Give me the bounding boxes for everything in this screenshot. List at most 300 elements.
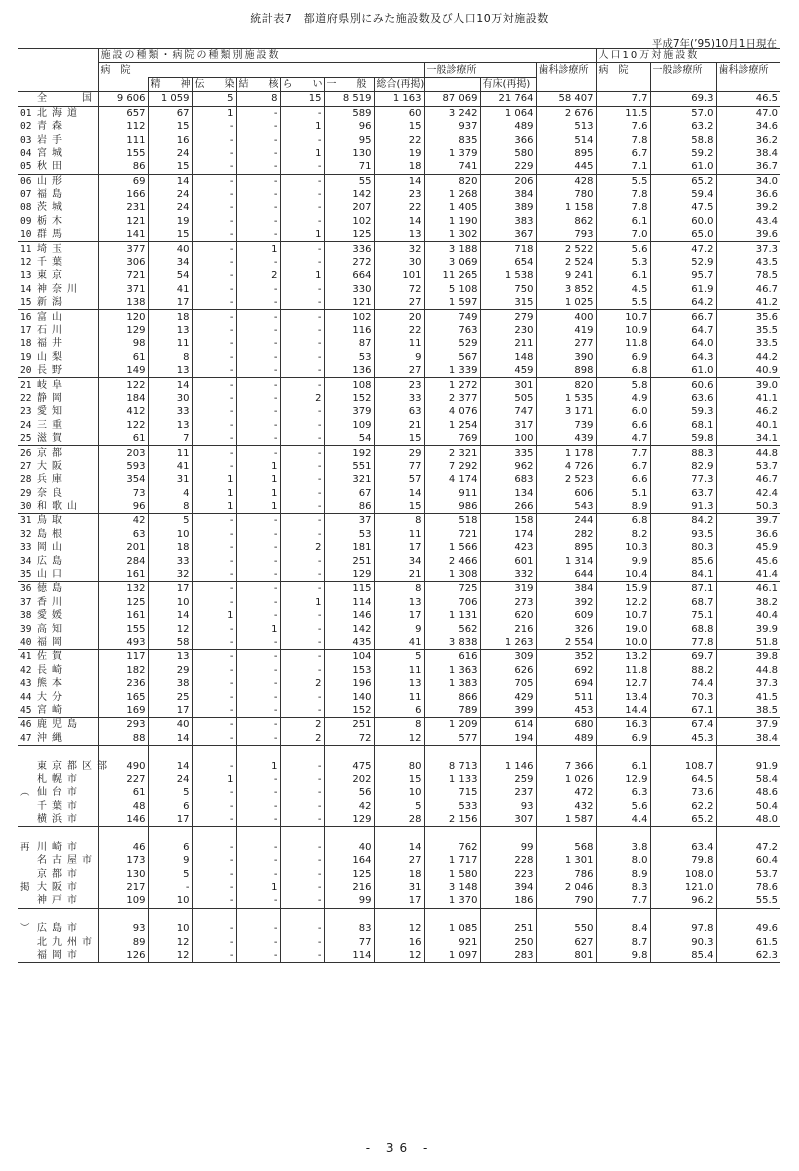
spacer-cell [148, 827, 192, 841]
value-cell: 44.8 [716, 446, 780, 460]
value-cell: - [192, 677, 236, 690]
value-cell: 12.9 [596, 773, 650, 786]
value-cell: - [192, 337, 236, 350]
value-cell: 250 [480, 935, 536, 948]
table-row [18, 473, 780, 486]
value-cell: 155 [98, 622, 148, 635]
value-cell: - [280, 894, 324, 908]
value-cell: 116 [324, 324, 374, 337]
value-cell: - [280, 773, 324, 786]
value-cell: 459 [480, 364, 536, 378]
value-cell: 8.9 [596, 500, 650, 514]
value-cell: 8.0 [596, 854, 650, 867]
table-row [18, 704, 780, 718]
value-cell: 8 [374, 718, 424, 732]
value-cell: 10.7 [596, 609, 650, 622]
value-cell: 141 [98, 228, 148, 242]
value-cell: 1 [236, 242, 280, 256]
value-cell: 125 [98, 596, 148, 609]
region-name-cell [18, 473, 98, 486]
value-cell: 11 [374, 337, 424, 350]
region-name: 川崎市 [37, 841, 82, 853]
value-cell: 61.9 [650, 283, 716, 296]
value-cell: 513 [536, 120, 596, 133]
value-cell: 51.8 [716, 636, 780, 650]
value-cell: 34.6 [716, 120, 780, 133]
header-dental-clinic: 歯科診療所 [536, 63, 596, 77]
region-name: 熊本 [37, 678, 67, 690]
value-cell: 1 [280, 228, 324, 242]
value-cell: - [236, 677, 280, 690]
value-cell: 6.1 [596, 215, 650, 228]
value-cell: - [192, 732, 236, 746]
table-row [18, 514, 780, 528]
value-cell: 2 [280, 541, 324, 554]
region-name-cell [18, 92, 98, 106]
value-cell: 36.7 [716, 160, 780, 174]
region-code: 47 [20, 732, 32, 744]
region-code: 08 [20, 202, 32, 214]
city-row [18, 813, 780, 827]
value-cell: 88.3 [650, 446, 716, 460]
value-cell: 58 [148, 636, 192, 650]
value-cell: 173 [98, 854, 148, 867]
value-cell: 14 [374, 215, 424, 228]
region-name-cell [18, 242, 98, 256]
city-row [18, 949, 780, 963]
value-cell: 96 [98, 500, 148, 514]
spacer-cell [236, 745, 280, 759]
region-name: 東京 [37, 270, 67, 282]
value-cell: 55 [324, 174, 374, 188]
value-cell: 23 [374, 188, 424, 201]
value-cell: 203 [98, 446, 148, 460]
spacer-cell [536, 908, 596, 922]
value-cell: 1 [280, 269, 324, 282]
value-cell: - [280, 609, 324, 622]
value-cell: 29 [148, 664, 192, 677]
region-name: 大阪 [37, 460, 67, 472]
value-cell: 121 [98, 215, 148, 228]
value-cell: 435 [324, 636, 374, 650]
value-cell: 4 [148, 487, 192, 500]
value-cell: - [280, 514, 324, 528]
value-cell: - [192, 460, 236, 473]
header-dental-total [536, 77, 596, 91]
value-cell: - [192, 922, 236, 935]
value-cell: 1 163 [374, 92, 424, 106]
value-cell: 75.1 [650, 609, 716, 622]
value-cell: 747 [480, 405, 536, 418]
region-name: 高知 [37, 623, 67, 635]
value-cell: 17 [148, 582, 192, 596]
value-cell: 1 314 [536, 554, 596, 567]
value-cell: 319 [480, 582, 536, 596]
value-cell: 67 [148, 106, 192, 120]
value-cell: 6.7 [596, 460, 650, 473]
value-cell: 83 [324, 922, 374, 935]
value-cell: - [236, 636, 280, 650]
region-code: 14 [20, 283, 32, 295]
table-row [18, 636, 780, 650]
region-name-cell [18, 310, 98, 324]
table-row [18, 732, 780, 746]
header-general-clinic: 一般診療所 [424, 63, 536, 77]
value-cell: 277 [536, 337, 596, 350]
value-cell: 5.5 [596, 174, 650, 188]
value-cell: 65.0 [650, 228, 716, 242]
value-cell: 1 [280, 147, 324, 160]
value-cell: 53 [324, 351, 374, 364]
table-row [18, 324, 780, 337]
region-name: 埼玉 [37, 243, 67, 255]
value-cell: 419 [536, 324, 596, 337]
value-cell: - [236, 650, 280, 664]
value-cell: 62.2 [650, 799, 716, 812]
table-row [18, 106, 780, 120]
value-cell: 15 [374, 773, 424, 786]
region-name-cell [18, 174, 98, 188]
region-name-cell [18, 854, 98, 867]
value-cell: 49.6 [716, 922, 780, 935]
region-name: 奈良 [37, 487, 67, 499]
value-cell: 1 [236, 759, 280, 772]
value-cell: 62.3 [716, 949, 780, 963]
value-cell: 7.6 [596, 120, 650, 133]
value-cell: 384 [480, 188, 536, 201]
value-cell: 42 [324, 799, 374, 812]
value-cell: 1 363 [424, 664, 480, 677]
value-cell: 67 [324, 487, 374, 500]
region-name-cell [18, 596, 98, 609]
value-cell: - [280, 364, 324, 378]
value-cell: 72 [324, 732, 374, 746]
value-cell: - [192, 201, 236, 214]
value-cell: 53.7 [716, 460, 780, 473]
region-name-cell [18, 636, 98, 650]
value-cell: 39.8 [716, 650, 780, 664]
value-cell: 30 [374, 256, 424, 269]
value-cell: 59.4 [650, 188, 716, 201]
value-cell: - [236, 568, 280, 582]
value-cell: 273 [480, 596, 536, 609]
value-cell: - [236, 773, 280, 786]
value-cell: 332 [480, 568, 536, 582]
value-cell: 12 [148, 949, 192, 963]
value-cell: 6 [148, 841, 192, 854]
value-cell: - [280, 799, 324, 812]
value-cell: 3 838 [424, 636, 480, 650]
value-cell: 64.0 [650, 337, 716, 350]
value-cell: 11 [148, 446, 192, 460]
value-cell: 8.4 [596, 922, 650, 935]
value-cell: - [280, 160, 324, 174]
region-name-cell [18, 351, 98, 364]
value-cell: 206 [480, 174, 536, 188]
table-row [18, 310, 780, 324]
region-code: 33 [20, 542, 32, 554]
value-cell: 705 [480, 677, 536, 690]
value-cell: 371 [98, 283, 148, 296]
region-name-cell [18, 677, 98, 690]
region-name-cell [18, 922, 98, 935]
value-cell: - [236, 432, 280, 446]
value-cell: 39.7 [716, 514, 780, 528]
value-cell: 15 [148, 120, 192, 133]
value-cell: 236 [98, 677, 148, 690]
region-code: 07 [20, 189, 32, 201]
value-cell: 24 [148, 773, 192, 786]
header-hospital: 病 院 [98, 63, 148, 77]
value-cell: - [192, 541, 236, 554]
table-row [18, 405, 780, 418]
value-cell: 14 [148, 609, 192, 622]
region-code: 02 [20, 121, 32, 133]
table-row [18, 147, 780, 160]
region-name-cell [18, 392, 98, 405]
value-cell: - [236, 310, 280, 324]
value-cell: 61.5 [716, 935, 780, 948]
value-cell: - [192, 120, 236, 133]
value-cell: - [280, 690, 324, 703]
value-cell: - [192, 228, 236, 242]
value-cell: - [280, 622, 324, 635]
value-cell: 60 [374, 106, 424, 120]
region-name-cell [18, 446, 98, 460]
value-cell: 6.8 [596, 364, 650, 378]
value-cell: 65.2 [650, 813, 716, 827]
value-cell: 9.9 [596, 554, 650, 567]
value-cell: 69.3 [650, 92, 716, 106]
region-name-cell [18, 786, 98, 799]
value-cell: 354 [98, 473, 148, 486]
table-row [18, 256, 780, 269]
value-cell: 749 [424, 310, 480, 324]
header-p-dental: 歯科診療所 [716, 63, 780, 77]
value-cell: - [236, 120, 280, 133]
value-cell: 2 [280, 392, 324, 405]
value-cell: 96 [324, 120, 374, 133]
value-cell: - [280, 949, 324, 963]
value-cell: 2 [280, 677, 324, 690]
value-cell: 493 [98, 636, 148, 650]
value-cell: 32 [148, 568, 192, 582]
value-cell: 201 [98, 541, 148, 554]
region-name-cell [18, 487, 98, 500]
value-cell: 80.3 [650, 541, 716, 554]
value-cell: 721 [424, 528, 480, 541]
city-row [18, 759, 780, 772]
value-cell: 8 [148, 351, 192, 364]
city-row [18, 854, 780, 867]
value-cell: - [192, 364, 236, 378]
value-cell: 46.7 [716, 473, 780, 486]
region-name: 仙台市 [37, 787, 82, 799]
spacer-cell [374, 827, 424, 841]
value-cell: 39.9 [716, 622, 780, 635]
value-cell: 77.3 [650, 473, 716, 486]
value-cell: 17 [374, 541, 424, 554]
region-name: 新潟 [37, 297, 67, 309]
value-cell: - [192, 242, 236, 256]
value-cell: 35.6 [716, 310, 780, 324]
value-cell: 1 597 [424, 296, 480, 310]
region-code: 17 [20, 325, 32, 336]
table-row [18, 554, 780, 567]
region-code: 27 [20, 460, 32, 472]
value-cell: 820 [536, 378, 596, 392]
value-cell: 13 [148, 364, 192, 378]
value-cell: 3 852 [536, 283, 596, 296]
value-cell: 9 241 [536, 269, 596, 282]
value-cell: 400 [536, 310, 596, 324]
value-cell: 895 [536, 147, 596, 160]
value-cell: 148 [480, 351, 536, 364]
value-cell: 282 [536, 528, 596, 541]
value-cell: 1 268 [424, 188, 480, 201]
region-name-cell [18, 799, 98, 812]
table-row [18, 351, 780, 364]
region-code: 06 [20, 175, 32, 187]
spacer-cell [192, 908, 236, 922]
value-cell: 91.9 [716, 759, 780, 772]
value-cell: 152 [324, 392, 374, 405]
value-cell: 63 [98, 528, 148, 541]
table-row [18, 120, 780, 133]
value-cell: 4 726 [536, 460, 596, 473]
value-cell: 589 [324, 106, 374, 120]
value-cell: 279 [480, 310, 536, 324]
spacer-cell [650, 745, 716, 759]
value-cell: 937 [424, 120, 480, 133]
value-cell: 2 676 [536, 106, 596, 120]
region-name: 福岡市 [37, 949, 82, 961]
value-cell: - [192, 935, 236, 948]
spacer-cell [596, 908, 650, 922]
region-name: 富山 [37, 311, 67, 323]
value-cell: - [236, 799, 280, 812]
value-cell: - [280, 432, 324, 446]
value-cell: - [280, 188, 324, 201]
spacer-cell [98, 908, 148, 922]
region-name-cell [18, 378, 98, 392]
value-cell: 251 [480, 922, 536, 935]
value-cell: 59.3 [650, 405, 716, 418]
region-code: 18 [20, 338, 32, 350]
region-name-cell [18, 664, 98, 677]
value-cell: 472 [536, 786, 596, 799]
region-name: 山梨 [37, 351, 67, 363]
header-hospital-total [98, 77, 148, 91]
value-cell: - [280, 106, 324, 120]
value-cell: 125 [324, 228, 374, 242]
spacer-cell [374, 908, 424, 922]
value-cell: 40 [148, 718, 192, 732]
value-cell: 692 [536, 664, 596, 677]
value-cell: 1 405 [424, 201, 480, 214]
value-cell: 237 [480, 786, 536, 799]
value-cell: 169 [98, 704, 148, 718]
value-cell: 2 523 [536, 473, 596, 486]
value-cell: 389 [480, 201, 536, 214]
value-cell: 58.8 [650, 133, 716, 146]
value-cell: 1 025 [536, 296, 596, 310]
value-cell: 763 [424, 324, 480, 337]
value-cell: - [192, 188, 236, 201]
value-cell: 654 [480, 256, 536, 269]
header-sogo: 総合(再掲) [374, 77, 424, 91]
value-cell: 216 [324, 881, 374, 894]
value-cell: - [192, 596, 236, 609]
value-cell: 8 [374, 514, 424, 528]
value-cell: 97.8 [650, 922, 716, 935]
spacer-cell [236, 827, 280, 841]
table-row [18, 596, 780, 609]
value-cell: 626 [480, 664, 536, 677]
value-cell: 41 [374, 636, 424, 650]
value-cell: 15 [148, 160, 192, 174]
region-name-cell [18, 609, 98, 622]
value-cell: 529 [424, 337, 480, 350]
region-name: 石川 [37, 325, 67, 336]
region-name: 広島 [37, 555, 67, 567]
value-cell: 293 [98, 718, 148, 732]
value-cell: - [192, 133, 236, 146]
value-cell: 1 263 [480, 636, 536, 650]
value-cell: 20 [374, 310, 424, 324]
value-cell: 41 [148, 283, 192, 296]
region-name: 京都市 [37, 868, 82, 880]
value-cell: 28 [374, 813, 424, 827]
spacer-cell [18, 745, 98, 759]
value-cell: 16 [374, 935, 424, 948]
value-cell: 694 [536, 677, 596, 690]
value-cell: 750 [480, 283, 536, 296]
value-cell: 86 [324, 500, 374, 514]
value-cell: 10 [374, 786, 424, 799]
value-cell: 138 [98, 296, 148, 310]
region-name: 山形 [37, 175, 67, 187]
value-cell: 15 [374, 432, 424, 446]
value-cell: 36.2 [716, 133, 780, 146]
region-code: 25 [20, 433, 32, 445]
value-cell: 2 522 [536, 242, 596, 256]
value-cell: - [236, 596, 280, 609]
value-cell: 93.5 [650, 528, 716, 541]
region-name-cell [18, 283, 98, 296]
value-cell: 17 [374, 609, 424, 622]
value-cell: 39.6 [716, 228, 780, 242]
value-cell: - [280, 528, 324, 541]
table-row [18, 582, 780, 596]
region-name-cell [18, 650, 98, 664]
value-cell: 568 [536, 841, 596, 854]
value-cell: 36.6 [716, 528, 780, 541]
value-cell: 505 [480, 392, 536, 405]
value-cell: - [280, 841, 324, 854]
value-cell: 725 [424, 582, 480, 596]
value-cell: - [192, 690, 236, 703]
value-cell: 511 [536, 690, 596, 703]
value-cell: 6.9 [596, 351, 650, 364]
region-name: 島根 [37, 528, 67, 540]
city-bracket-mark: ︶ [20, 923, 30, 935]
value-cell: 58.4 [716, 773, 780, 786]
value-cell: 23 [374, 378, 424, 392]
value-cell: 46 [98, 841, 148, 854]
value-cell: 377 [98, 242, 148, 256]
city-row [18, 867, 780, 880]
